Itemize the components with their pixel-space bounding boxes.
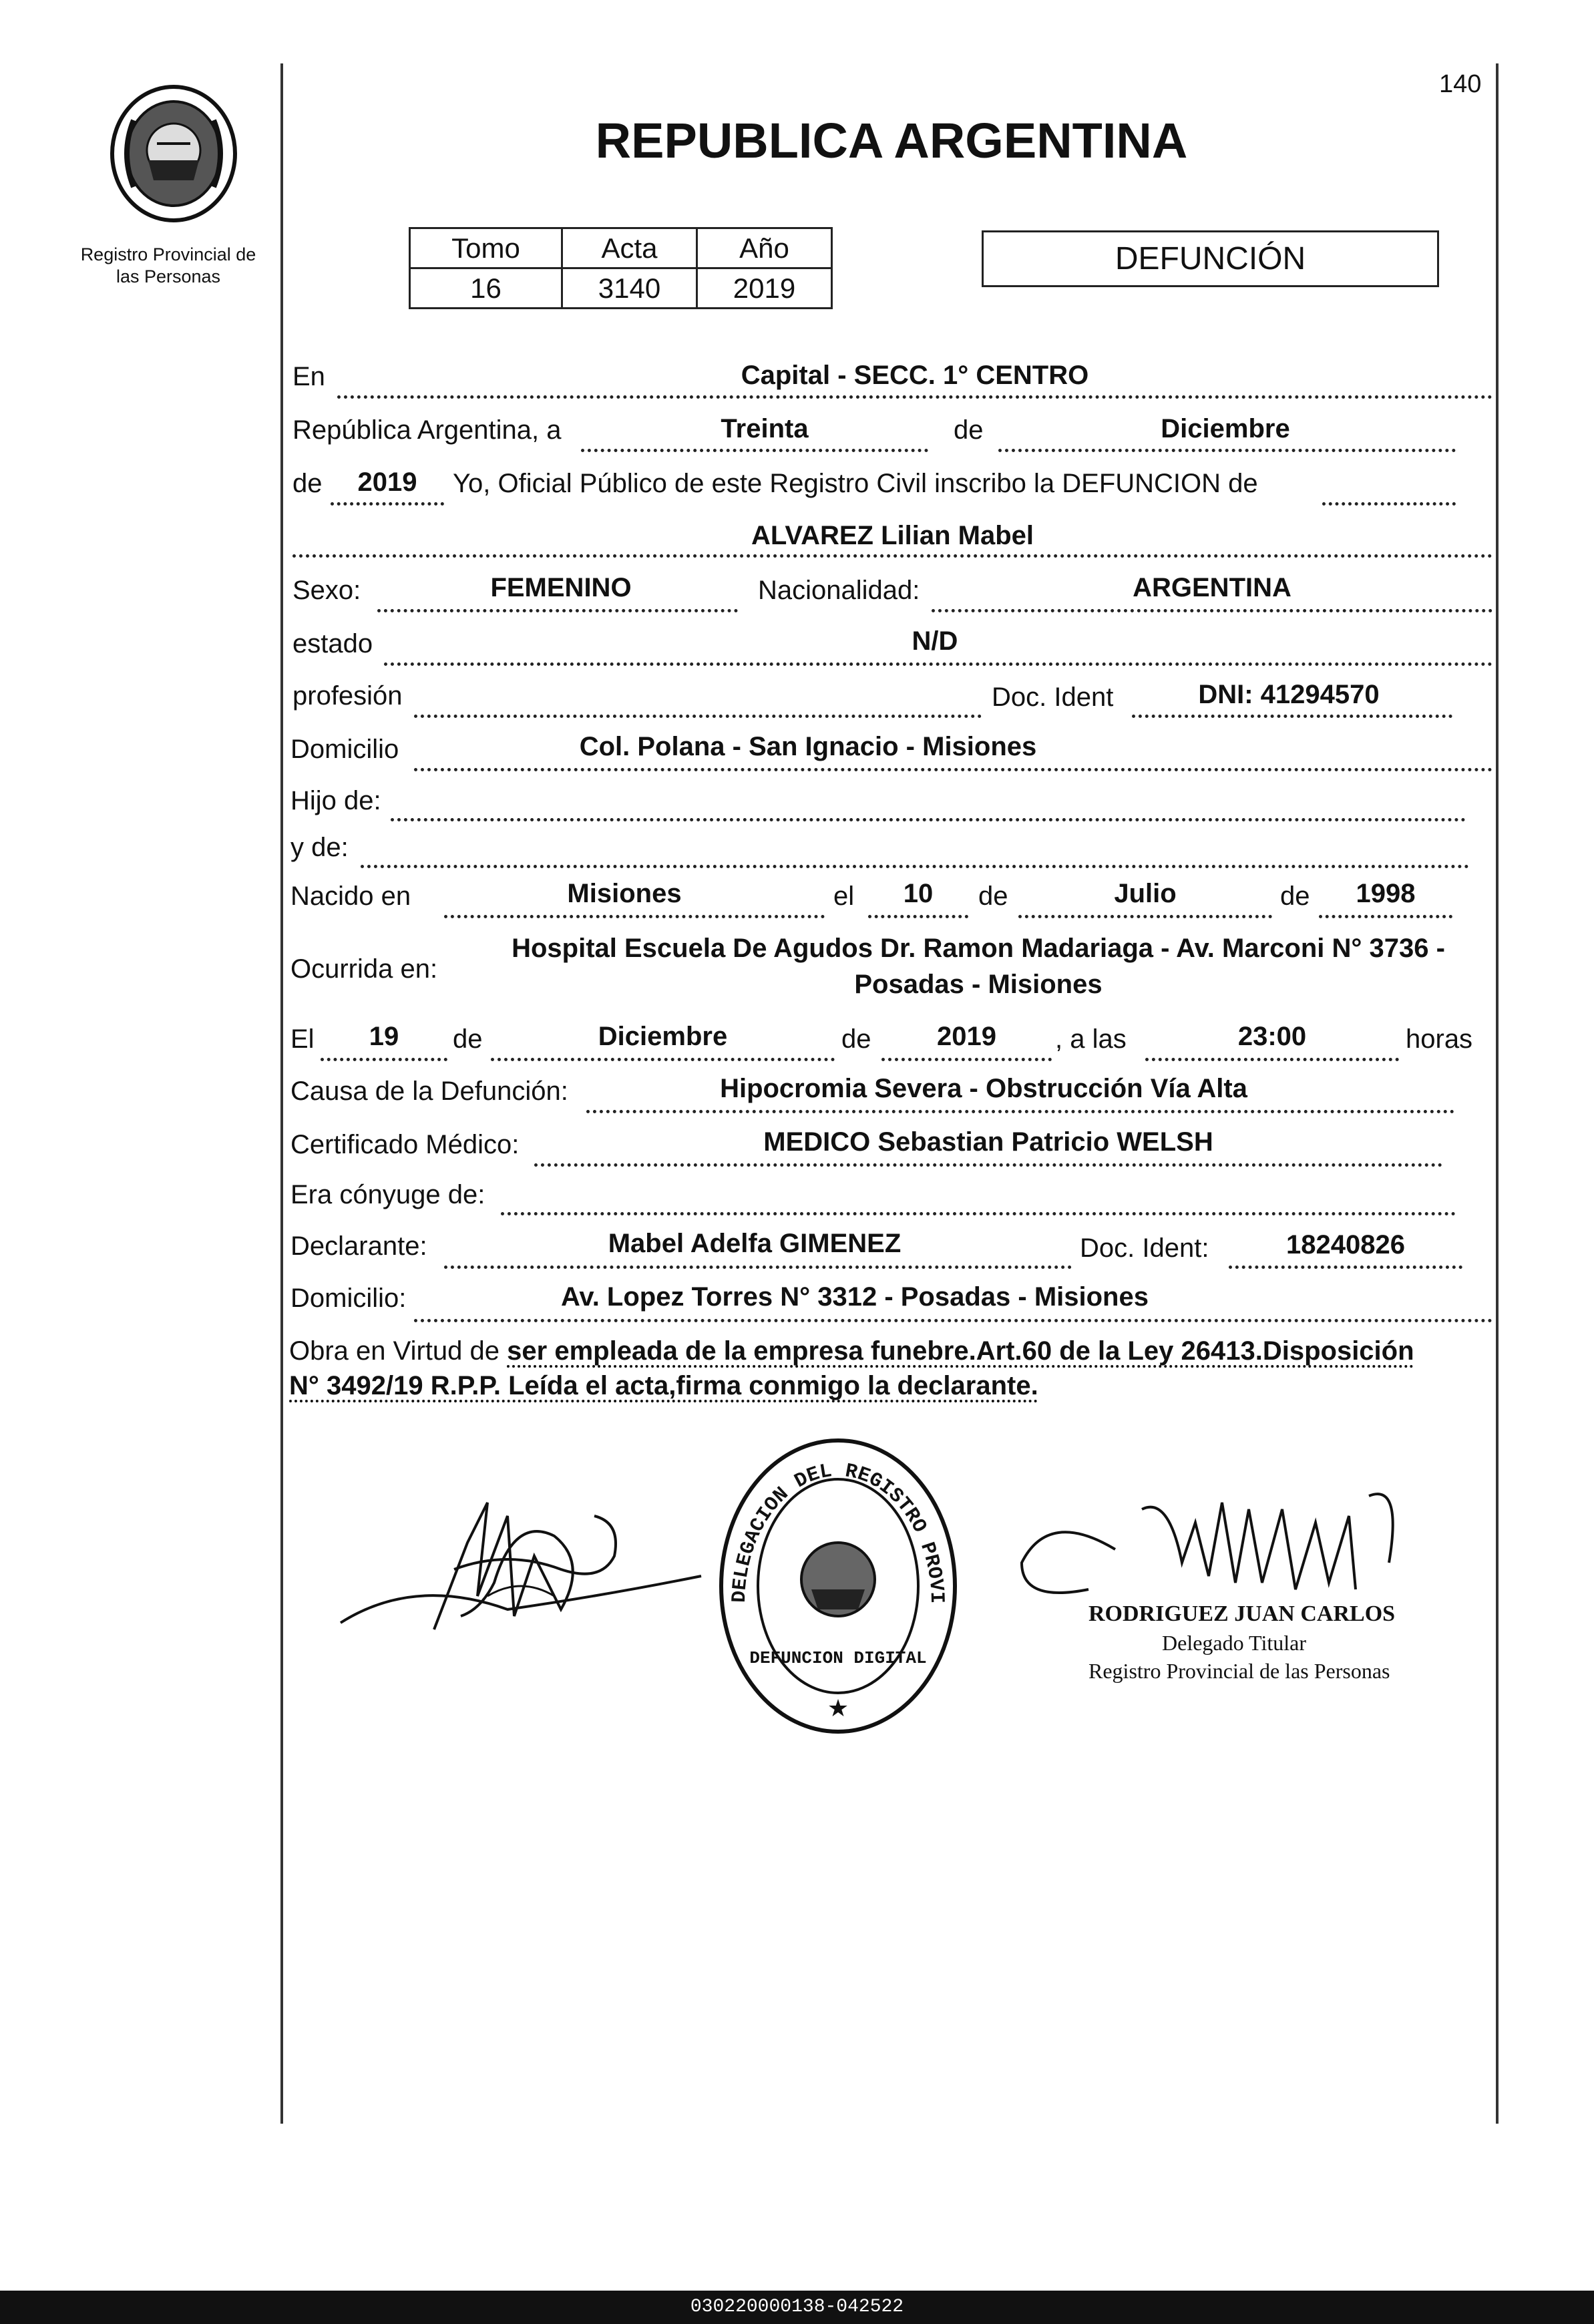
value-tomo: 16 bbox=[410, 268, 562, 309]
document-barcode-strip: 030220000138-042522 bbox=[0, 2291, 1594, 2324]
en-label: En bbox=[292, 362, 325, 391]
estado-label: estado bbox=[292, 629, 373, 658]
official-name: RODRIGUEZ JUAN CARLOS bbox=[1088, 1601, 1396, 1626]
official-signature bbox=[1008, 1483, 1436, 1616]
birth-year-line bbox=[1319, 915, 1452, 918]
sexo-line bbox=[377, 609, 738, 612]
de-label-6: de bbox=[841, 1024, 871, 1054]
estado-line bbox=[384, 662, 1492, 666]
obra-line-2 bbox=[289, 1369, 1038, 1402]
year-line bbox=[331, 502, 444, 506]
alas-label: , a las bbox=[1055, 1024, 1127, 1054]
deceased-name: ALVAREZ Lilian Mabel bbox=[751, 521, 1034, 550]
nacionalidad-line bbox=[932, 609, 1492, 612]
profesion-label: profesión bbox=[292, 681, 403, 711]
obra-text-2: N° 3492/19 R.P.P. Leída el acta,firma conmigo la declarante. bbox=[289, 1371, 1038, 1400]
yo-line bbox=[1322, 502, 1456, 506]
svg-text:★: ★ bbox=[827, 1694, 849, 1722]
hijo-line bbox=[391, 818, 1466, 821]
yo-text: Yo, Oficial Público de este Registro Civil inscribo la DEFUNCION de bbox=[453, 469, 1258, 498]
official-role: Delegado Titular bbox=[1162, 1631, 1306, 1655]
stamp-inner-text: DEFUNCION DIGITAL bbox=[749, 1648, 927, 1668]
registry-stamp bbox=[715, 1436, 962, 1736]
birth-day: 10 bbox=[903, 879, 934, 908]
declarant-signature bbox=[334, 1476, 708, 1643]
doc2-label: Doc. Ident: bbox=[1080, 1233, 1209, 1263]
doc-ident-label: Doc. Ident bbox=[992, 683, 1114, 712]
doc2-line bbox=[1229, 1266, 1462, 1269]
conyuge-line bbox=[501, 1212, 1456, 1215]
header-tomo: Tomo bbox=[410, 228, 562, 268]
certificado-label: Certificado Médico: bbox=[290, 1130, 520, 1159]
death-year: 2019 bbox=[937, 1022, 996, 1051]
domicilio2-label: Domicilio: bbox=[290, 1284, 407, 1313]
death-time: 23:00 bbox=[1237, 1022, 1307, 1051]
doc2-value: 18240826 bbox=[1286, 1230, 1405, 1260]
header-acta: Acta bbox=[562, 228, 697, 268]
declarante-label: Declarante: bbox=[290, 1231, 427, 1261]
value-acta: 3140 bbox=[562, 268, 697, 309]
registry-line-2: las Personas bbox=[116, 266, 221, 286]
official-org: Registro Provincial de las Personas bbox=[1088, 1659, 1390, 1683]
domicilio-label: Domicilio bbox=[290, 735, 399, 764]
de-label-4: de bbox=[1280, 882, 1310, 911]
death-time-line bbox=[1145, 1058, 1399, 1061]
declarante-value: Mabel Adelfa GIMENEZ bbox=[608, 1229, 902, 1258]
el2-label: El bbox=[290, 1024, 315, 1054]
causa-label: Causa de la Defunción: bbox=[290, 1077, 568, 1106]
doc-ident-line bbox=[1132, 715, 1452, 718]
domicilio2-value: Av. Lopez Torres N° 3312 - Posadas - Misiones bbox=[561, 1282, 1149, 1312]
ocurrida-line-2: Posadas - Misiones bbox=[854, 970, 1103, 999]
sexo-value: FEMENINO bbox=[490, 573, 632, 602]
en-line bbox=[337, 395, 1492, 399]
record-type-box: DEFUNCIÓN bbox=[982, 230, 1439, 287]
republica-label: República Argentina, a bbox=[292, 415, 562, 445]
domicilio2-line bbox=[414, 1319, 1492, 1322]
nacionalidad-value: ARGENTINA bbox=[1133, 573, 1291, 602]
de-label-1: de bbox=[954, 415, 984, 445]
nacido-label: Nacido en bbox=[290, 882, 411, 911]
death-day-line bbox=[321, 1058, 447, 1061]
official-block bbox=[1088, 1599, 1489, 1685]
sexo-label: Sexo: bbox=[292, 576, 361, 605]
page-title: REPUBLICA ARGENTINA bbox=[595, 113, 1188, 168]
death-month-line bbox=[491, 1058, 835, 1061]
domicilio-line bbox=[414, 768, 1492, 771]
month-value: Diciembre bbox=[1161, 414, 1290, 443]
conyuge-label: Era cónyuge de: bbox=[290, 1180, 485, 1209]
domicilio-value: Col. Polana - San Ignacio - Misiones bbox=[579, 732, 1037, 761]
death-day: 19 bbox=[369, 1022, 399, 1051]
value-ano: 2019 bbox=[697, 268, 832, 309]
registry-name bbox=[61, 244, 275, 288]
horas-label: horas bbox=[1406, 1024, 1473, 1054]
causa-line bbox=[586, 1110, 1454, 1113]
el-label: el bbox=[833, 882, 855, 911]
causa-value: Hipocromia Severa - Obstrucción Vía Alta bbox=[720, 1074, 1247, 1103]
left-margin-line bbox=[280, 63, 283, 2124]
birth-year: 1998 bbox=[1356, 879, 1416, 908]
doc-ident-value: DNI: 41294570 bbox=[1198, 680, 1380, 709]
profesion-line bbox=[414, 715, 982, 718]
header-ano: Año bbox=[697, 228, 832, 268]
birth-month-line bbox=[1018, 915, 1272, 918]
de-label-2: de bbox=[292, 469, 323, 498]
obra-prefix: Obra en Virtud de bbox=[289, 1336, 500, 1366]
certificado-value: MEDICO Sebastian Patricio WELSH bbox=[763, 1127, 1213, 1157]
de-label-3: de bbox=[978, 882, 1008, 911]
record-table bbox=[409, 227, 833, 309]
certificado-line bbox=[534, 1163, 1442, 1167]
nacionalidad-label: Nacionalidad: bbox=[758, 576, 920, 605]
nacido-line bbox=[444, 915, 825, 918]
hijo-label: Hijo de: bbox=[290, 786, 381, 815]
yde-label: y de: bbox=[290, 833, 349, 862]
name-line bbox=[292, 554, 1492, 558]
ocurrida-line-1: Hospital Escuela De Agudos Dr. Ramon Madariaga - Av. Marconi N° 3736 - bbox=[512, 934, 1445, 963]
page-number: 140 bbox=[1439, 70, 1482, 98]
yde-line bbox=[361, 865, 1469, 868]
death-year-line bbox=[881, 1058, 1052, 1061]
en-value: Capital - SECC. 1° CENTRO bbox=[741, 361, 1089, 390]
month-line bbox=[998, 449, 1456, 452]
estado-value: N/D bbox=[912, 626, 958, 656]
birth-month: Julio bbox=[1114, 879, 1177, 908]
obra-line-1 bbox=[289, 1334, 1414, 1368]
day-words: Treinta bbox=[721, 414, 809, 443]
death-month: Diciembre bbox=[598, 1022, 728, 1051]
obra-text-1: ser empleada de la empresa funebre.Art.60 de la Ley 26413.Disposición bbox=[507, 1336, 1414, 1366]
nacido-place: Misiones bbox=[567, 879, 682, 908]
day-line bbox=[581, 449, 928, 452]
province-seal bbox=[93, 80, 254, 234]
birth-day-line bbox=[868, 915, 968, 918]
declarante-line bbox=[444, 1266, 1072, 1269]
ocurrida-label: Ocurrida en: bbox=[290, 954, 438, 984]
registry-line-1: Registro Provincial de bbox=[80, 244, 256, 264]
stamp-outer-text: DELEGACION DEL REGISTRO PROVI bbox=[728, 1460, 948, 1604]
year-value: 2019 bbox=[357, 467, 417, 497]
de-label-5: de bbox=[453, 1024, 483, 1054]
right-margin-line bbox=[1496, 63, 1499, 2124]
